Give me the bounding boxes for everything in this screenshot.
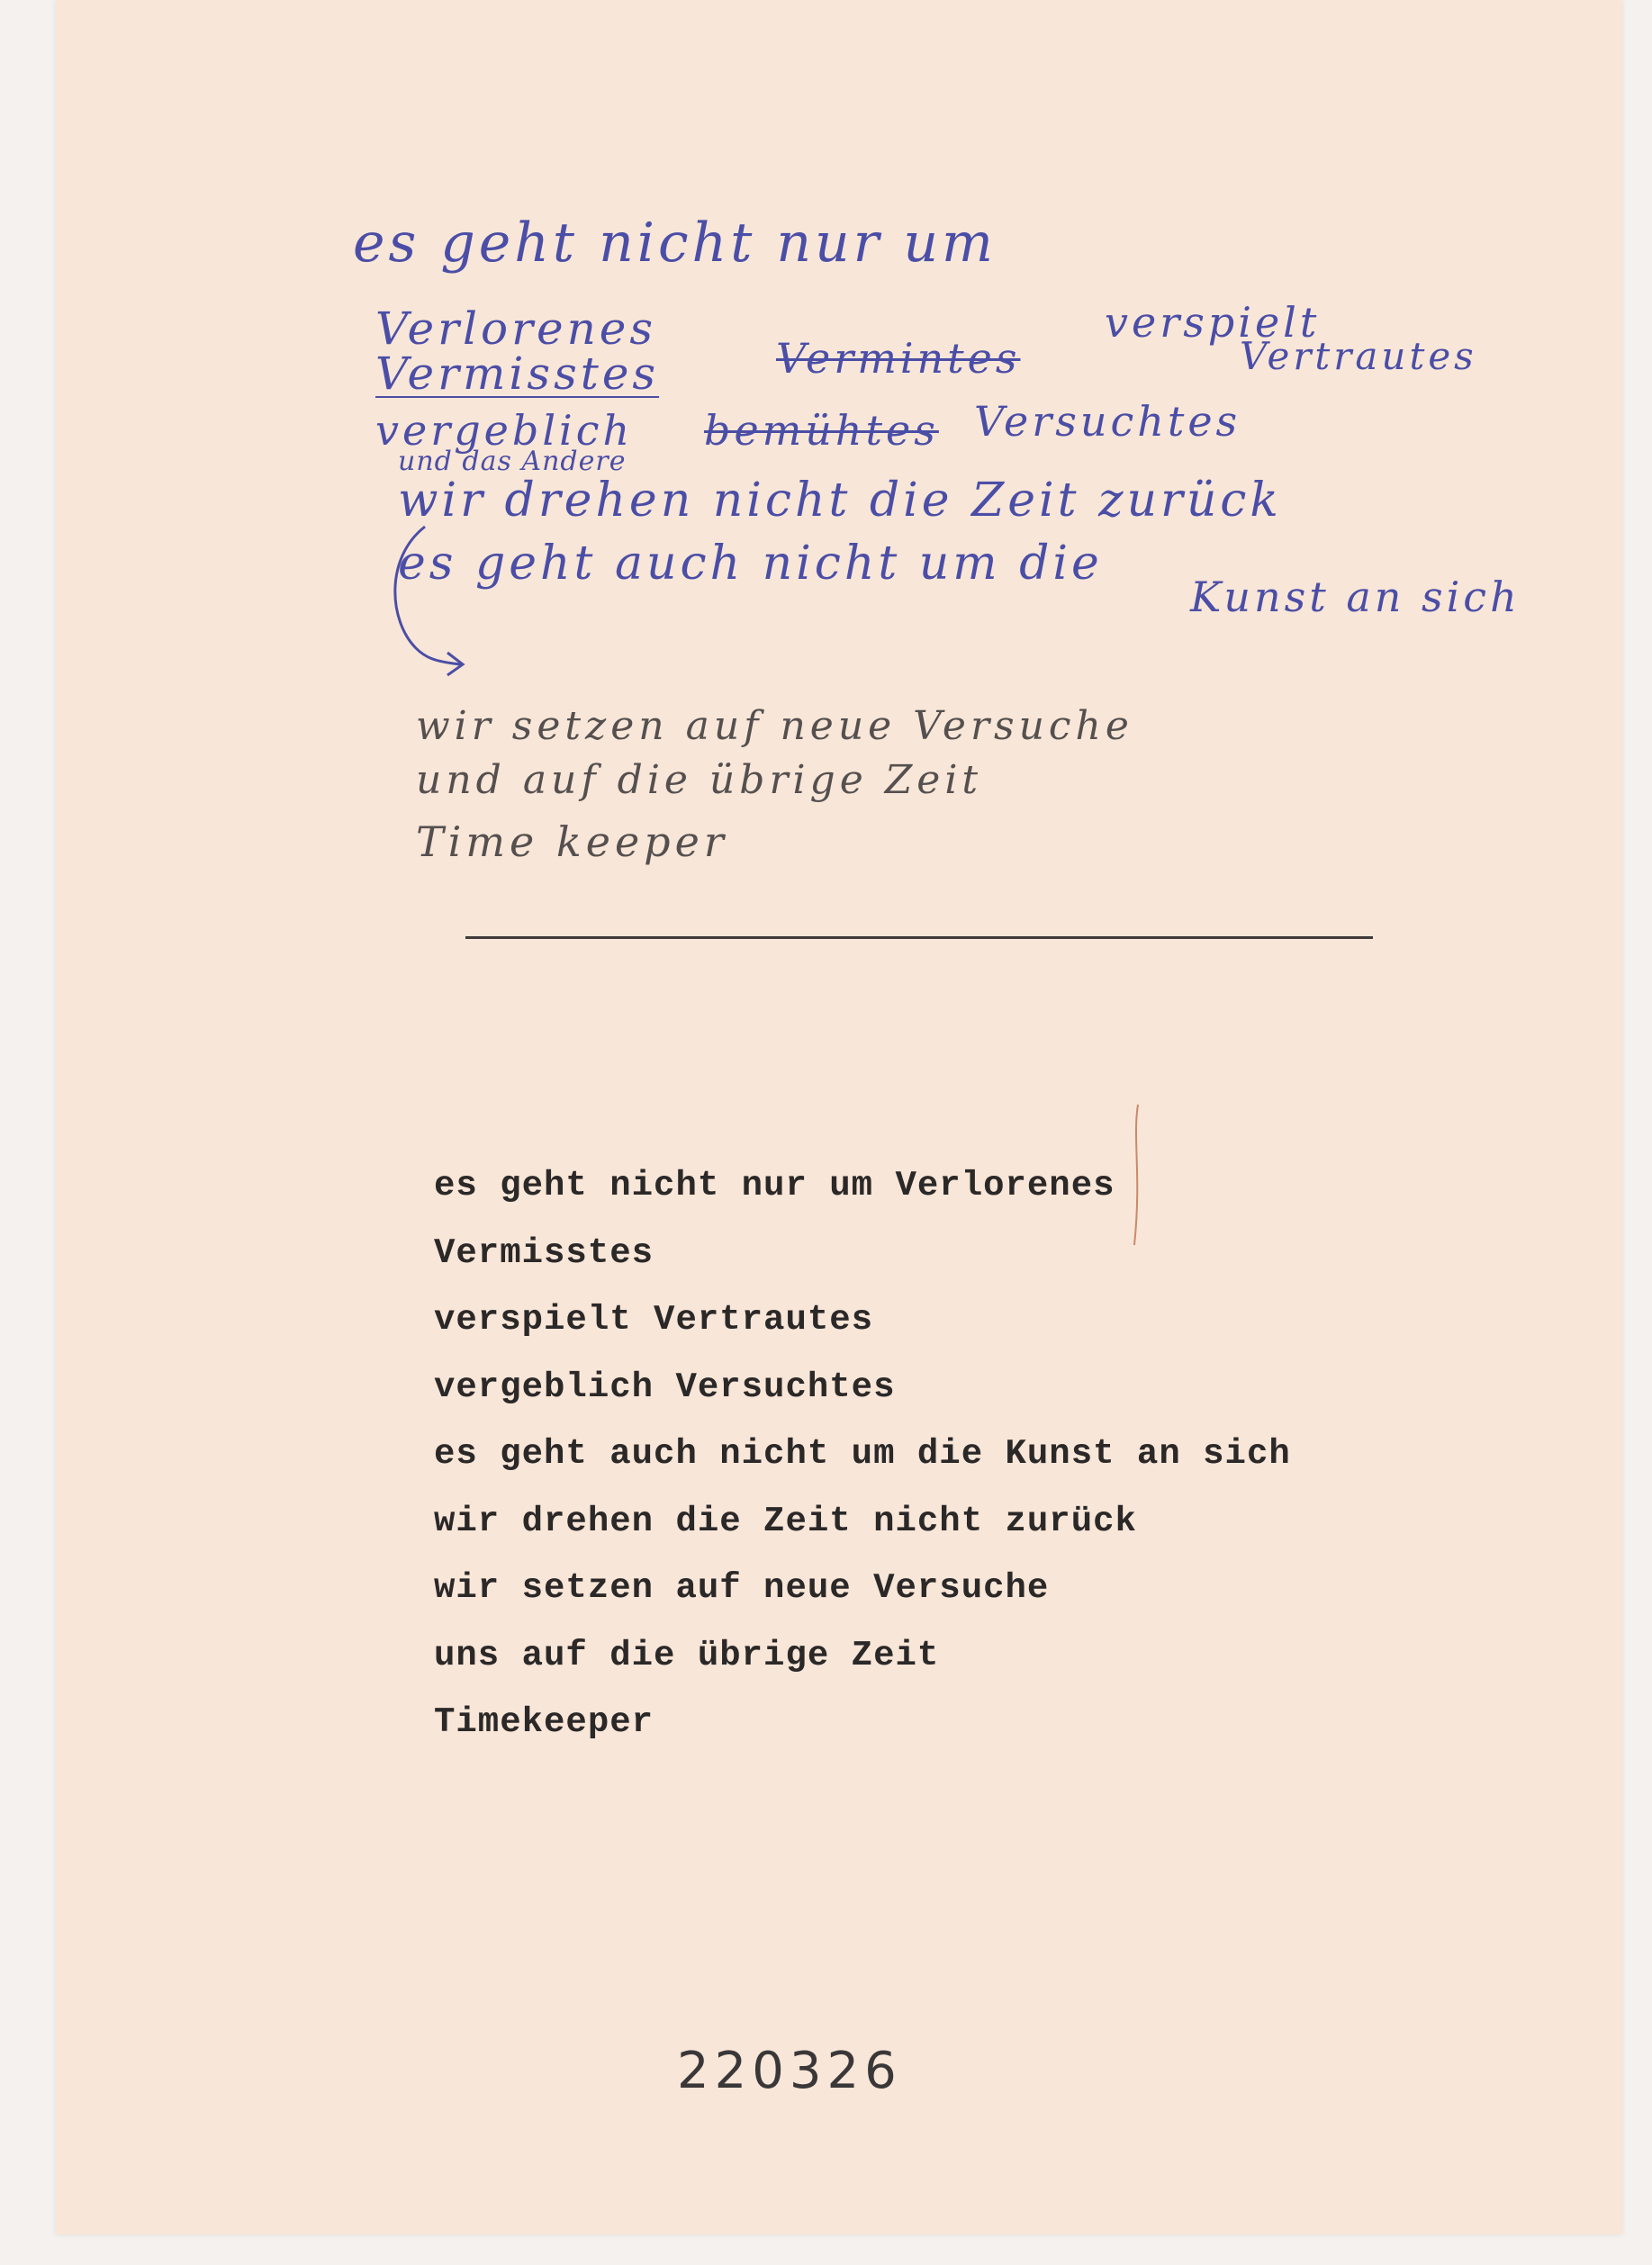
typed-line: wir setzen auf neue Versuche <box>434 1568 1050 1608</box>
handwritten-verspielt: verspielt <box>1105 298 1321 347</box>
typed-line: uns auf die übrige Zeit <box>434 1635 940 1675</box>
handwritten-vertrautes: Vertrautes <box>1240 334 1477 378</box>
typed-line: vergeblich Versuchtes <box>434 1367 896 1407</box>
typed-line: es geht auch nicht um die Kunst an sich <box>434 1434 1291 1474</box>
handwritten-und-das-andere: und das Andere <box>398 446 627 477</box>
typed-line: Timekeeper <box>434 1702 654 1742</box>
horizontal-rule <box>465 936 1373 939</box>
handwritten-line-1: es geht nicht nur um <box>353 212 997 275</box>
curved-arrow-icon <box>375 522 474 684</box>
handwritten-line-zeit: wir drehen nicht die Zeit zurück <box>398 474 1282 528</box>
handwritten-line-kunst-2: Kunst an sich <box>1190 573 1521 621</box>
typed-line: es geht nicht nur um Verlorenes <box>434 1166 1115 1205</box>
pencil-line-1: wir setzen auf neue Versuche <box>416 703 1133 749</box>
manuscript-page <box>56 0 1622 2234</box>
typed-line: Vermisstes <box>434 1232 654 1273</box>
handwritten-vermintes-struck: Vermintes <box>776 334 1021 383</box>
typed-poem <box>434 1152 1291 1756</box>
handwritten-line-kunst-1: es geht auch nicht um die <box>398 537 1103 591</box>
handwritten-bemuehtes-struck: bemühtes <box>704 406 939 455</box>
typed-line: wir drehen die Zeit nicht zurück <box>434 1501 1137 1541</box>
pencil-line-3: Time keeper <box>416 817 728 866</box>
pencil-line-2: und auf die übrige Zeit <box>416 757 983 803</box>
handwritten-verlorenes: Verlorenes <box>375 302 657 355</box>
date-code: 220326 <box>677 2042 902 2100</box>
handwritten-vermisstes: Vermisstes <box>375 347 660 400</box>
handwritten-versuchtes: Versuchtes <box>974 397 1241 446</box>
typed-line: verspielt Vertrautes <box>434 1300 874 1340</box>
handwritten-vergeblich: vergeblich <box>375 406 634 455</box>
